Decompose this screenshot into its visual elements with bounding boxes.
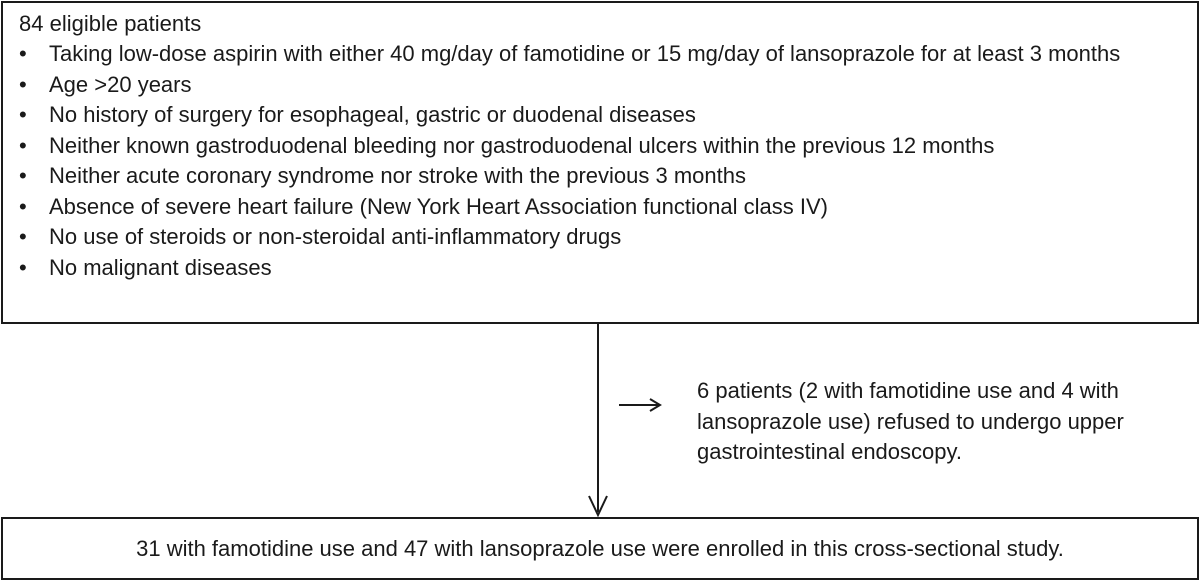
enrolled-patients-box: [1, 517, 1199, 580]
criteria-item: [19, 39, 1187, 70]
criteria-item: [19, 192, 1187, 223]
bullet-icon: •: [19, 163, 27, 188]
bullet-icon: •: [19, 132, 27, 158]
exclusion-arrowhead: [650, 399, 660, 411]
criteria-item: [19, 161, 1187, 192]
exclusion-note: 6 patients (2 with famotidine use and 4 with lansoprazole use) refused to undergo upper gastrointestinal endoscopy.: [697, 378, 1124, 464]
bullet-icon: •: [19, 254, 27, 280]
criteria-text: No malignant diseases: [49, 254, 272, 280]
criteria-text: Taking low-dose aspirin with either 40 mg/day of famotidine or 15 mg/day of lansoprazole for at least 3 months: [49, 41, 1121, 66]
criteria-text: No use of steroids or non-steroidal anti-inflammatory drugs: [49, 224, 622, 249]
criteria-text: Neither acute coronary syndrome nor stroke with the previous 3 months: [49, 163, 746, 188]
eligible-patients-box: [1, 1, 1199, 324]
bullet-icon: •: [19, 71, 27, 97]
bullet-icon: •: [19, 193, 27, 219]
criteria-item: [19, 222, 1187, 253]
criteria-text: Age >20 years: [49, 71, 192, 97]
inclusion-criteria-list: [19, 39, 1187, 283]
criteria-item: [19, 100, 1187, 131]
main-flow-arrowhead: [589, 496, 607, 515]
criteria-item: [19, 253, 1187, 284]
criteria-text: No history of surgery for esophageal, gastric or duodenal diseases: [49, 102, 696, 127]
bullet-icon: •: [19, 224, 27, 249]
bullet-icon: •: [19, 102, 27, 127]
eligible-patients-title: 84 eligible patients: [19, 11, 202, 36]
bullet-icon: •: [19, 41, 27, 66]
criteria-item: [19, 70, 1187, 101]
criteria-item: [19, 131, 1187, 162]
criteria-text: Neither known gastroduodenal bleeding nor gastroduodenal ulcers within the previous 12 months: [49, 132, 995, 158]
enrolled-patients-text: 31 with famotidine use and 47 with lansoprazole use were enrolled in this cross-sectional study.: [136, 535, 1064, 561]
criteria-text: Absence of severe heart failure (New York Heart Association functional class IV): [49, 193, 828, 219]
